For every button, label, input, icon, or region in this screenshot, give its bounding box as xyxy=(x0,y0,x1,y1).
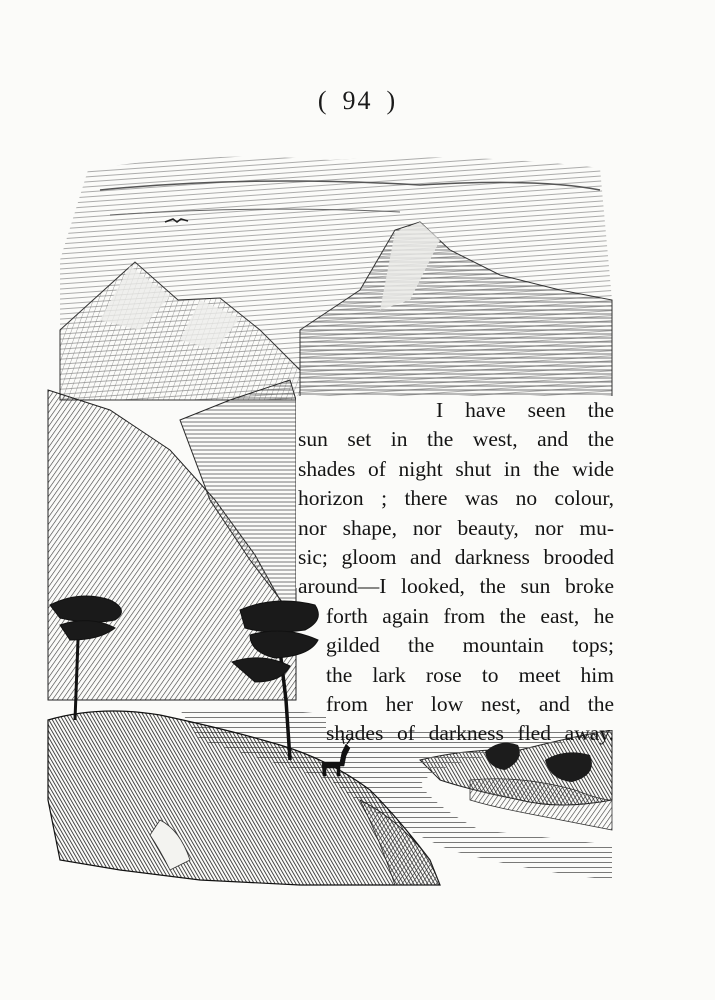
text-line-4: horizon ; there was no colour, xyxy=(298,486,614,511)
folio-open-paren: ( xyxy=(317,86,329,115)
text-line-8: forth again from the east, he xyxy=(326,603,614,628)
text-line-6: sic; gloom and darkness brooded xyxy=(298,544,614,569)
text-line-9: gilded the mountain tops; xyxy=(326,633,614,658)
text-line-12: shades of darkness fled away. xyxy=(326,721,614,746)
text-line-11: from her low nest, and the xyxy=(326,691,614,716)
text-line-7: around—I looked, the sun broke xyxy=(298,574,614,599)
text-line-10: the lark rose to meet him xyxy=(326,662,614,687)
text-line-2: sun set in the west, and the xyxy=(298,427,614,452)
text-line-3: shades of night shut in the wide xyxy=(298,456,614,481)
folio-close-paren: ) xyxy=(386,86,398,115)
text-line-1: I have seen the xyxy=(436,398,614,422)
poem-text-block xyxy=(298,396,614,749)
text-line-5: nor shape, nor beauty, nor mu- xyxy=(298,515,614,540)
folio-number: 94 xyxy=(342,86,373,115)
